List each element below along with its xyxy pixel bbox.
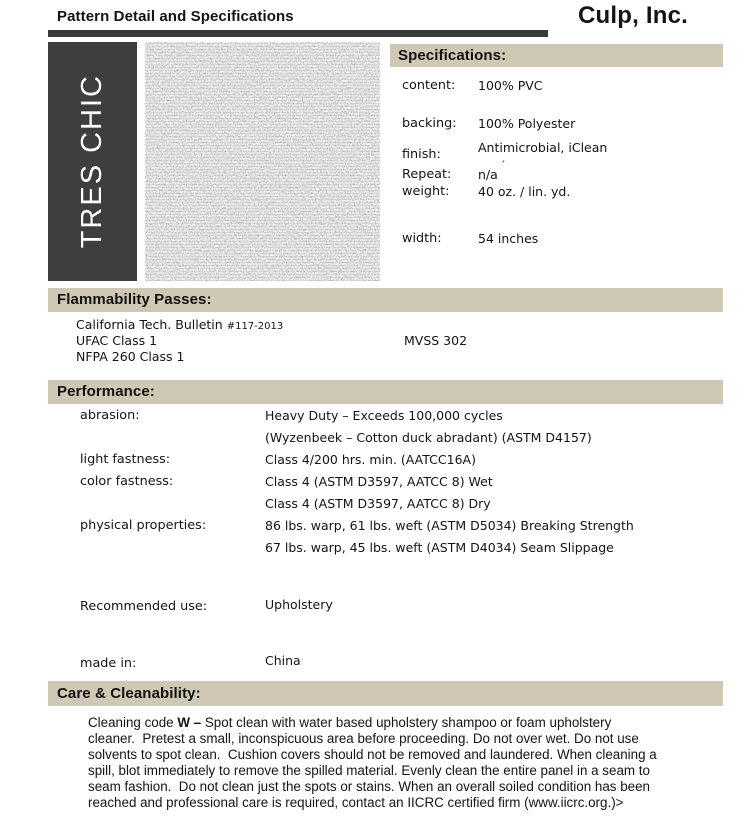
care-line-2: cleaner. Pretest a small, inconspicuous area before proceeding. Do not over wet. Do not use [88, 730, 639, 746]
perf-value-made-in: China [265, 653, 301, 668]
perf-value-recommended-use: Upholstery [265, 597, 333, 612]
care-section-header: Care & Cleanability: [48, 681, 723, 706]
perf-value-color-fastness-dry: Class 4 (ASTM D3597, AATCC 8) Dry [265, 496, 491, 511]
header-rule [48, 30, 548, 37]
spec-label-weight: weight: [402, 184, 450, 199]
performance-section-header: Performance: [48, 380, 723, 404]
care-line-3: solvents to spot clean. Cushion covers should not be removed and laundered. When cleaning a [88, 746, 657, 762]
pattern-name: TRES CHIC [76, 74, 108, 249]
fabric-swatch-image [145, 42, 380, 281]
care-line-1: Cleaning code W – Spot clean with water based upholstery shampoo or foam upholstery [88, 715, 612, 730]
care-line-6: reached and professional care is required, contact an IICRC certified firm (www.iicrc.org.)> [88, 794, 624, 810]
care-instructions [88, 715, 657, 810]
perf-label-physical-properties: physical properties: [80, 518, 207, 533]
spec-value-repeat: n/a [478, 167, 498, 182]
brand-logo: Culp, Inc. [578, 2, 688, 29]
perf-value-abrasion-2: (Wyzenbeek – Cotton duck abradant) (ASTM D4157) [265, 430, 592, 445]
flammability-item-california-note: #117-2013 [226, 321, 284, 332]
repeat-stray-mark: ´ [500, 159, 506, 172]
care-line-4: spill, blot immediately to remove the spilled material. Evenly clean the entire panel in a seam to [88, 762, 650, 778]
spec-value-width: 54 inches [478, 231, 539, 246]
perf-label-made-in: made in: [80, 656, 137, 671]
perf-value-light-fastness: Class 4/200 hrs. min. (AATCC16A) [265, 452, 476, 467]
spec-label-backing: backing: [402, 116, 457, 131]
spec-value-finish: Antimicrobial, iClean [478, 140, 608, 155]
specifications-section-header: Specifications: [390, 44, 723, 67]
fabric-weave-overlay [145, 42, 380, 281]
perf-label-light-fastness: light fastness: [80, 452, 171, 467]
spec-value-content: 100% PVC [478, 78, 543, 93]
spec-value-weight: 40 oz. / lin. yd. [478, 184, 571, 199]
spec-value-backing: 100% Polyester [478, 116, 576, 131]
perf-label-recommended-use: Recommended use: [80, 599, 208, 614]
page-title: Pattern Detail and Specifications [57, 8, 294, 25]
spec-label-content: content: [402, 78, 456, 93]
perf-value-breaking-strength: 86 lbs. warp, 61 lbs. weft (ASTM D5034) Breaking Strength [265, 518, 634, 533]
cleaning-code: W – [177, 715, 202, 730]
spec-label-repeat: Repeat: [402, 167, 452, 182]
pattern-name-banner [48, 42, 137, 281]
perf-label-color-fastness: color fastness: [80, 474, 174, 489]
perf-label-abrasion: abrasion: [80, 408, 140, 423]
flammability-item-california: California Tech. Bulletin #117-2013 [76, 317, 284, 332]
perf-value-color-fastness-wet: Class 4 (ASTM D3597, AATCC 8) Wet [265, 474, 493, 489]
flammability-section-header: Flammability Passes: [48, 288, 723, 312]
perf-value-abrasion-1: Heavy Duty – Exceeds 100,000 cycles [265, 408, 503, 423]
flammability-item-ufac: UFAC Class 1 [76, 333, 158, 348]
flammability-item-mvss: MVSS 302 [404, 333, 468, 348]
care-line-5: seam fashion. Do not clean just the spots or stains. When an overall soiled condition has been [88, 778, 650, 794]
flammability-item-nfpa: NFPA 260 Class 1 [76, 349, 185, 364]
spec-label-width: width: [402, 231, 442, 246]
perf-value-seam-slippage: 67 lbs. warp, 45 lbs. weft (ASTM D4034) Seam Slippage [265, 540, 614, 555]
spec-label-finish: finish: [402, 147, 441, 162]
